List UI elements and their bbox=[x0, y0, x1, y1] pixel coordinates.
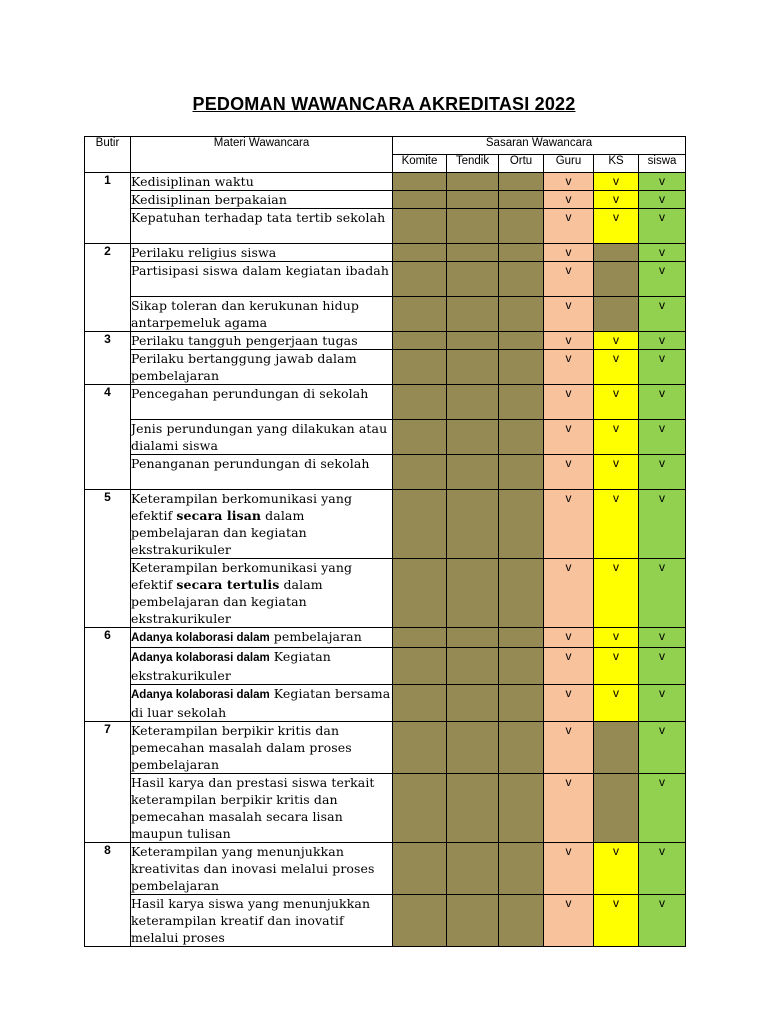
cell-guru: v bbox=[544, 262, 594, 297]
cell-ortu bbox=[499, 385, 544, 420]
materi-cell bbox=[131, 385, 393, 420]
materi-text: Kegiatan bersama di luar sekolah bbox=[131, 686, 391, 720]
butir-number: 1 bbox=[85, 173, 131, 244]
butir-number: 6 bbox=[85, 628, 131, 722]
header-ks: KS bbox=[594, 155, 639, 173]
cell-komite bbox=[393, 191, 447, 209]
materi-text: Keterampilan berpikir kritis dan pemecahan masalah dalam proses pembelajaran bbox=[131, 723, 352, 772]
butir-number: 4 bbox=[85, 385, 131, 490]
cell-guru: v bbox=[544, 648, 594, 685]
header-tendik: Tendik bbox=[447, 155, 499, 173]
table-row bbox=[85, 173, 686, 191]
cell-siswa: v bbox=[639, 244, 686, 262]
cell-guru: v bbox=[544, 774, 594, 843]
cell-komite bbox=[393, 685, 447, 722]
cell-ks: v bbox=[594, 173, 639, 191]
cell-ortu bbox=[499, 490, 544, 559]
cell-ks: v bbox=[594, 895, 639, 947]
materi-text: Sikap toleran dan kerukunan hidup antarpemeluk agama bbox=[131, 298, 359, 330]
table-row bbox=[85, 559, 686, 628]
cell-komite bbox=[393, 895, 447, 947]
cell-tendik bbox=[447, 244, 499, 262]
cell-siswa: v bbox=[639, 559, 686, 628]
cell-guru: v bbox=[544, 722, 594, 774]
cell-ortu bbox=[499, 455, 544, 490]
cell-ks: v bbox=[594, 685, 639, 722]
materi-cell bbox=[131, 843, 393, 895]
cell-tendik bbox=[447, 455, 499, 490]
materi-cell bbox=[131, 559, 393, 628]
cell-siswa: v bbox=[639, 648, 686, 685]
cell-komite bbox=[393, 244, 447, 262]
cell-guru: v bbox=[544, 455, 594, 490]
cell-guru: v bbox=[544, 332, 594, 350]
cell-siswa: v bbox=[639, 722, 686, 774]
table-row bbox=[85, 455, 686, 490]
cell-ortu bbox=[499, 209, 544, 244]
cell-tendik bbox=[447, 774, 499, 843]
materi-text: Penanganan perundungan di sekolah bbox=[131, 456, 370, 471]
materi-text: Keterampilan berkomunikasi yang efektif bbox=[131, 560, 353, 592]
cell-guru: v bbox=[544, 191, 594, 209]
table-row bbox=[85, 332, 686, 350]
cell-komite bbox=[393, 297, 447, 332]
materi-lead-text: Adanya kolaborasi dalam bbox=[131, 689, 270, 701]
cell-ks: v bbox=[594, 332, 639, 350]
cell-siswa: v bbox=[639, 420, 686, 455]
header-guru: Guru bbox=[544, 155, 594, 173]
cell-tendik bbox=[447, 628, 499, 648]
cell-tendik bbox=[447, 297, 499, 332]
cell-guru: v bbox=[544, 385, 594, 420]
cell-siswa: v bbox=[639, 385, 686, 420]
cell-tendik bbox=[447, 895, 499, 947]
cell-ks bbox=[594, 244, 639, 262]
cell-ortu bbox=[499, 895, 544, 947]
cell-tendik bbox=[447, 722, 499, 774]
cell-ks: v bbox=[594, 455, 639, 490]
cell-tendik bbox=[447, 332, 499, 350]
materi-cell bbox=[131, 774, 393, 843]
cell-siswa: v bbox=[639, 350, 686, 385]
cell-komite bbox=[393, 722, 447, 774]
materi-cell bbox=[131, 244, 393, 262]
table-row bbox=[85, 490, 686, 559]
cell-komite bbox=[393, 420, 447, 455]
cell-ks: v bbox=[594, 209, 639, 244]
cell-ortu bbox=[499, 262, 544, 297]
cell-ks: v bbox=[594, 420, 639, 455]
table-row bbox=[85, 722, 686, 774]
cell-guru: v bbox=[544, 420, 594, 455]
cell-tendik bbox=[447, 490, 499, 559]
table-row bbox=[85, 895, 686, 947]
table-row bbox=[85, 648, 686, 685]
cell-siswa: v bbox=[639, 774, 686, 843]
cell-siswa: v bbox=[639, 628, 686, 648]
materi-text: Kepatuhan terhadap tata tertib sekolah bbox=[131, 210, 386, 225]
cell-siswa: v bbox=[639, 262, 686, 297]
cell-komite bbox=[393, 209, 447, 244]
materi-text: Keterampilan yang menunjukkan kreativitas dan inovasi melalui proses pembelajaran bbox=[131, 844, 375, 893]
table-row bbox=[85, 209, 686, 244]
materi-cell bbox=[131, 455, 393, 490]
header-komite: Komite bbox=[393, 155, 447, 173]
cell-ks: v bbox=[594, 628, 639, 648]
materi-text: Perilaku religius siswa bbox=[131, 245, 277, 260]
butir-number: 3 bbox=[85, 332, 131, 385]
table-row bbox=[85, 843, 686, 895]
cell-ks: v bbox=[594, 490, 639, 559]
table-row bbox=[85, 685, 686, 722]
cell-komite bbox=[393, 350, 447, 385]
cell-tendik bbox=[447, 843, 499, 895]
table-row bbox=[85, 420, 686, 455]
cell-komite bbox=[393, 843, 447, 895]
cell-ortu bbox=[499, 350, 544, 385]
cell-tendik bbox=[447, 262, 499, 297]
materi-text: Perilaku bertanggung jawab dalam pembelajaran bbox=[131, 351, 357, 383]
cell-ortu bbox=[499, 648, 544, 685]
cell-komite bbox=[393, 490, 447, 559]
materi-text: Kegiatan ekstrakurikuler bbox=[131, 649, 331, 683]
cell-ortu bbox=[499, 628, 544, 648]
cell-ks: v bbox=[594, 648, 639, 685]
cell-ortu bbox=[499, 297, 544, 332]
materi-text: dalam pembelajaran dan kegiatan ekstrakurikuler bbox=[131, 508, 307, 557]
cell-siswa: v bbox=[639, 895, 686, 947]
table-row bbox=[85, 244, 686, 262]
document-title: PEDOMAN WAWANCARA AKREDITASI 2022 bbox=[192, 94, 576, 114]
cell-komite bbox=[393, 262, 447, 297]
materi-text: dalam pembelajaran dan kegiatan ekstrakurikuler bbox=[131, 577, 323, 626]
cell-komite bbox=[393, 774, 447, 843]
cell-ks bbox=[594, 262, 639, 297]
butir-number: 7 bbox=[85, 722, 131, 843]
header-butir: Butir bbox=[85, 137, 131, 173]
materi-cell bbox=[131, 173, 393, 191]
cell-tendik bbox=[447, 209, 499, 244]
cell-ortu bbox=[499, 173, 544, 191]
cell-guru: v bbox=[544, 843, 594, 895]
cell-ortu bbox=[499, 191, 544, 209]
cell-guru: v bbox=[544, 490, 594, 559]
cell-guru: v bbox=[544, 297, 594, 332]
table-row bbox=[85, 628, 686, 648]
materi-cell bbox=[131, 297, 393, 332]
cell-tendik bbox=[447, 559, 499, 628]
cell-ks: v bbox=[594, 350, 639, 385]
header-sasaran: Sasaran Wawancara bbox=[393, 137, 686, 155]
materi-text: pembelajaran bbox=[269, 629, 362, 644]
materi-cell bbox=[131, 191, 393, 209]
cell-komite bbox=[393, 385, 447, 420]
header-row-top bbox=[85, 137, 686, 155]
cell-guru: v bbox=[544, 628, 594, 648]
materi-lead-text: Adanya kolaborasi dalam bbox=[131, 632, 270, 644]
materi-cell bbox=[131, 648, 393, 685]
cell-guru: v bbox=[544, 173, 594, 191]
materi-cell bbox=[131, 420, 393, 455]
header-siswa: siswa bbox=[639, 155, 686, 173]
cell-guru: v bbox=[544, 559, 594, 628]
cell-ks: v bbox=[594, 843, 639, 895]
materi-text: Kedisiplinan berpakaian bbox=[131, 192, 287, 207]
cell-komite bbox=[393, 332, 447, 350]
cell-guru: v bbox=[544, 244, 594, 262]
cell-tendik bbox=[447, 385, 499, 420]
materi-emphasis: secara tertulis bbox=[176, 577, 280, 592]
materi-cell bbox=[131, 722, 393, 774]
cell-komite bbox=[393, 559, 447, 628]
cell-ortu bbox=[499, 244, 544, 262]
table-row bbox=[85, 262, 686, 297]
cell-ks: v bbox=[594, 559, 639, 628]
cell-siswa: v bbox=[639, 297, 686, 332]
header-materi: Materi Wawancara bbox=[131, 137, 393, 173]
cell-guru: v bbox=[544, 895, 594, 947]
cell-ks bbox=[594, 297, 639, 332]
cell-siswa: v bbox=[639, 685, 686, 722]
materi-cell bbox=[131, 332, 393, 350]
cell-ks bbox=[594, 774, 639, 843]
materi-lead-text: Adanya kolaborasi dalam bbox=[131, 652, 270, 664]
materi-cell bbox=[131, 685, 393, 722]
materi-cell bbox=[131, 628, 393, 648]
cell-siswa: v bbox=[639, 490, 686, 559]
cell-ks: v bbox=[594, 191, 639, 209]
cell-ks: v bbox=[594, 385, 639, 420]
cell-ortu bbox=[499, 685, 544, 722]
cell-tendik bbox=[447, 420, 499, 455]
cell-siswa: v bbox=[639, 191, 686, 209]
table-row bbox=[85, 191, 686, 209]
butir-number: 5 bbox=[85, 490, 131, 628]
materi-text: Hasil karya siswa yang menunjukkan keterampilan kreatif dan inovatif melalui proses bbox=[131, 896, 371, 945]
materi-text: Jenis perundungan yang dilakukan atau dialami siswa bbox=[131, 421, 388, 453]
cell-ortu bbox=[499, 420, 544, 455]
cell-komite bbox=[393, 648, 447, 685]
cell-siswa: v bbox=[639, 209, 686, 244]
cell-ortu bbox=[499, 722, 544, 774]
cell-tendik bbox=[447, 648, 499, 685]
table-row bbox=[85, 297, 686, 332]
materi-text: Keterampilan berkomunikasi yang efektif bbox=[131, 491, 353, 523]
materi-cell bbox=[131, 209, 393, 244]
materi-text: Hasil karya dan prestasi siswa terkait keterampilan berpikir kritis dan pemecahan masalah secara lisan maupun tulisan bbox=[131, 775, 375, 841]
cell-tendik bbox=[447, 685, 499, 722]
cell-ortu bbox=[499, 774, 544, 843]
materi-text: Kedisiplinan waktu bbox=[131, 174, 254, 189]
cell-ortu bbox=[499, 559, 544, 628]
cell-komite bbox=[393, 628, 447, 648]
materi-cell bbox=[131, 895, 393, 947]
cell-guru: v bbox=[544, 350, 594, 385]
cell-tendik bbox=[447, 173, 499, 191]
cell-siswa: v bbox=[639, 843, 686, 895]
cell-guru: v bbox=[544, 685, 594, 722]
butir-number: 8 bbox=[85, 843, 131, 947]
cell-tendik bbox=[447, 191, 499, 209]
materi-text: Pencegahan perundungan di sekolah bbox=[131, 386, 369, 401]
cell-ks bbox=[594, 722, 639, 774]
interview-guide-table bbox=[84, 136, 686, 947]
header-ortu: Ortu bbox=[499, 155, 544, 173]
materi-text: Partisipasi siswa dalam kegiatan ibadah bbox=[131, 263, 390, 278]
cell-siswa: v bbox=[639, 455, 686, 490]
materi-cell bbox=[131, 350, 393, 385]
table-row bbox=[85, 385, 686, 420]
materi-cell bbox=[131, 490, 393, 559]
table-row bbox=[85, 774, 686, 843]
butir-number: 2 bbox=[85, 244, 131, 332]
cell-ortu bbox=[499, 843, 544, 895]
cell-ortu bbox=[499, 332, 544, 350]
cell-guru: v bbox=[544, 209, 594, 244]
materi-emphasis: secara lisan bbox=[176, 508, 262, 523]
table-body bbox=[85, 173, 686, 947]
materi-cell bbox=[131, 262, 393, 297]
cell-komite bbox=[393, 173, 447, 191]
table-row bbox=[85, 350, 686, 385]
materi-text: Perilaku tangguh pengerjaan tugas bbox=[131, 333, 358, 348]
cell-siswa: v bbox=[639, 173, 686, 191]
cell-komite bbox=[393, 455, 447, 490]
cell-siswa: v bbox=[639, 332, 686, 350]
cell-tendik bbox=[447, 350, 499, 385]
